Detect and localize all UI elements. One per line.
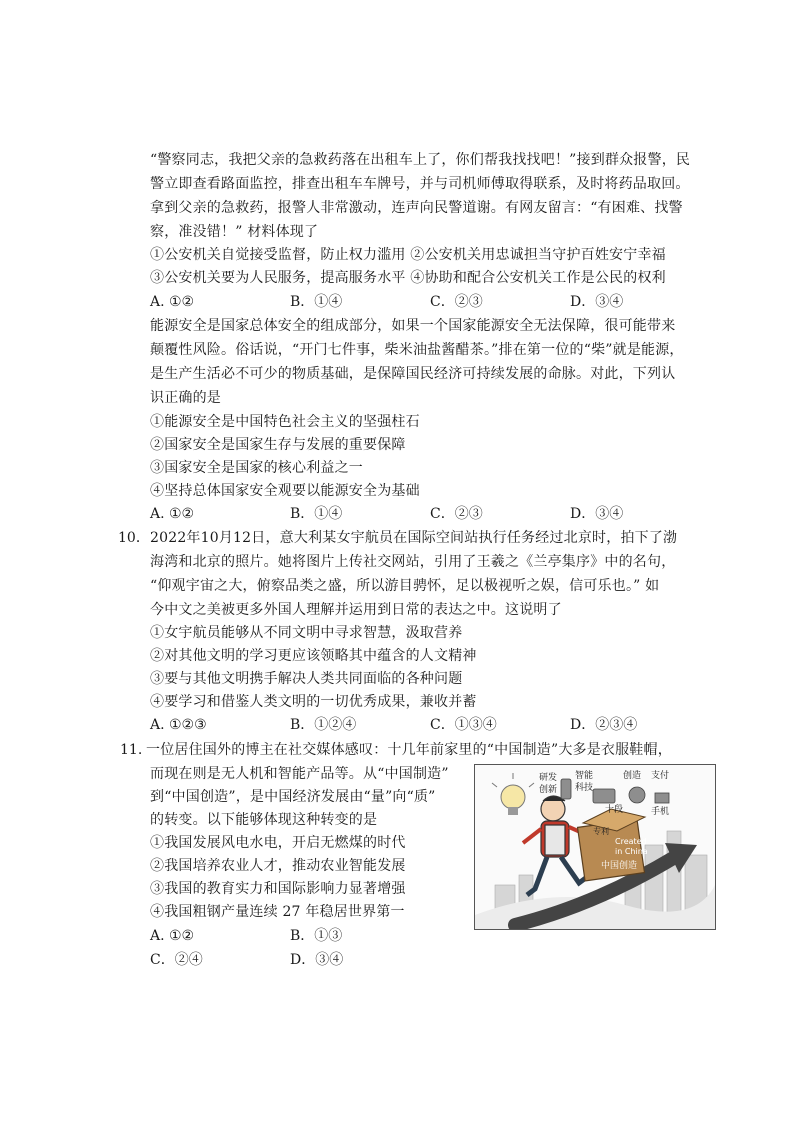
q8-stem-line-4: 察，准没错！” 材料体现了 [150,224,319,240]
cartoon-illustration-icon [474,764,716,930]
q8-option-a[interactable]: A. ①② [150,294,195,310]
q10-statement-4: ④要学习和借鉴人类文明的一切优秀成果，兼收并蓄 [150,694,477,710]
q11-option-d[interactable]: D．③④ [290,952,344,968]
q8-stem-line-1: “警察同志，我把父亲的急救药落在出租车上了，你们帮我找找吧！”接到群众报警，民 [150,152,691,168]
q9-statement-1: ①能源安全是中国特色社会主义的坚强柱石 [150,414,420,430]
q8-stem-line-2: 警立即查看路面监控，排查出租车车牌号，并与司机师傅取得联系，及时将药品取回。 [150,176,690,192]
q10-statement-1: ①女宇航员能够从不同文明中寻求智慧，汲取营养 [150,625,463,641]
q10-stem-line-4: 今中文之美被更多外国人理解并运用到日常的表达之中。这说明了 [150,602,562,618]
q11-statement-2: ②我国培养农业人才，推动农业智能发展 [150,858,406,874]
q10-number: 10． [118,530,150,546]
q9-option-b[interactable]: B．①④ [290,506,343,522]
q11-option-b[interactable]: B．①③ [290,928,343,944]
figure-label-4: 科技 [575,783,594,793]
q8-options [150,292,670,312]
q9-option-d[interactable]: D．③④ [570,506,624,522]
q10-statement-2: ②对其他文明的学习更应该领略其中蕴含的人文精神 [150,648,477,664]
figure-label-3: 创新 [539,785,558,795]
q9-statement-2: ②国家安全是国家生存与发展的重要保障 [150,437,406,453]
q8-option-c[interactable]: C．②③ [430,294,483,310]
figure-label-5: 创造 [623,771,642,781]
q10-option-b[interactable]: B．①②④ [290,717,357,733]
q9-stem-line-3: 是生产生活必不可少的物质基础，是保障国民经济可持续发展的命脉。对此，下列认 [150,366,676,382]
box-text-in-china: in China [615,847,648,856]
q10-option-d[interactable]: D．②③④ [570,717,638,733]
q8-option-b[interactable]: B．①④ [290,294,343,310]
q9-stem-line-2: 颠覆性风险。俗话说，“开门七件事，柴米油盐酱醋茶。”排在第一位的“柴”就是能源， [150,342,684,358]
q8-statement-row-1: ①公安机关自觉接受监督，防止权力滥用 ②公安机关用忠诚担当守护百姓安宁幸福 [150,247,666,263]
q11-stem-line-2: 而现在则是无人机和智能产品等。从“中国制造” [150,766,449,782]
q9-option-a[interactable]: A. ①② [150,506,195,522]
q10-statement-3: ③要与其他文明携手解决人类共同面临的各种问题 [150,671,463,687]
q8-stem-line-3: 拿到父亲的急救药，报警人非常激动，连声向民警道谢。有网友留言：“有困难、找警 [150,200,683,216]
figure-label-1: 研发 [539,773,558,783]
box-text-created: Created [615,837,647,846]
figure-label-7: 十段 [605,805,624,815]
q11-options-row-2 [150,950,430,970]
box-label: 中国创造 [601,861,638,871]
q10-option-c[interactable]: C．①③④ [430,717,497,733]
q10-stem-line-1: 2022年10月12日，意大利某女宇航员在国际空间站执行任务经过北京时，拍下了渤 [150,530,678,546]
q11-number: 11. [120,742,143,758]
q11-options-row-1 [150,926,430,946]
q10-options [150,715,670,735]
q10-stem-line-2: 海湾和北京的照片。她将图片上传社交网站，引用了王羲之《兰亭集序》中的名句， [150,554,676,570]
q11-option-a[interactable]: A. ①② [150,928,195,944]
q9-statement-4: ④坚持总体国家安全观要以能源安全为基础 [150,483,420,499]
q11-statement-4: ④我国粗钢产量连续 27 年稳居世界第一 [150,904,405,920]
figure-label-8: 手机 [651,807,670,817]
q11-stem-line-4: 的转变。以下能够体现这种转变的是 [150,812,378,828]
q11-stem-line-1: 一位居住国外的博主在社交媒体感叹：十几年前家里的“中国制造”大多是衣服鞋帽， [146,742,672,758]
q9-option-c[interactable]: C．②③ [430,506,483,522]
q11-stem-line-3: 到“中国创造”，是中国经济发展由“量”向“质” [150,789,436,805]
q10-stem-line-3: “仰观宇宙之大，俯察品类之盛，所以游目骋怀，足以极视听之娱，信可乐也。” 如 [150,578,660,594]
box-tag: 专利 [593,827,609,836]
q11-statement-1: ①我国发展风电水电，开启无燃煤的时代 [150,835,406,851]
q11-option-c[interactable]: C．②④ [150,952,203,968]
figure-label-2: 智能 [575,771,594,781]
figure-label-6: 支付 [651,771,670,781]
q8-option-d[interactable]: D．③④ [570,294,624,310]
q9-stem-line-4: 识正确的是 [150,390,221,406]
q9-statement-3: ③国家安全是国家的核心利益之一 [150,460,363,476]
q9-stem-line-1: 能源安全是国家总体安全的组成部分，如果一个国家能源安全无法保障，很可能带来 [150,318,676,334]
q11-statement-3: ③我国的教育实力和国际影响力显著增强 [150,881,406,897]
q10-option-a[interactable]: A. ①②③ [150,717,207,733]
q9-options [150,504,670,524]
q8-statement-row-2: ③公安机关要为人民服务，提高服务水平 ④协助和配合公安机关工作是公民的权利 [150,270,666,286]
